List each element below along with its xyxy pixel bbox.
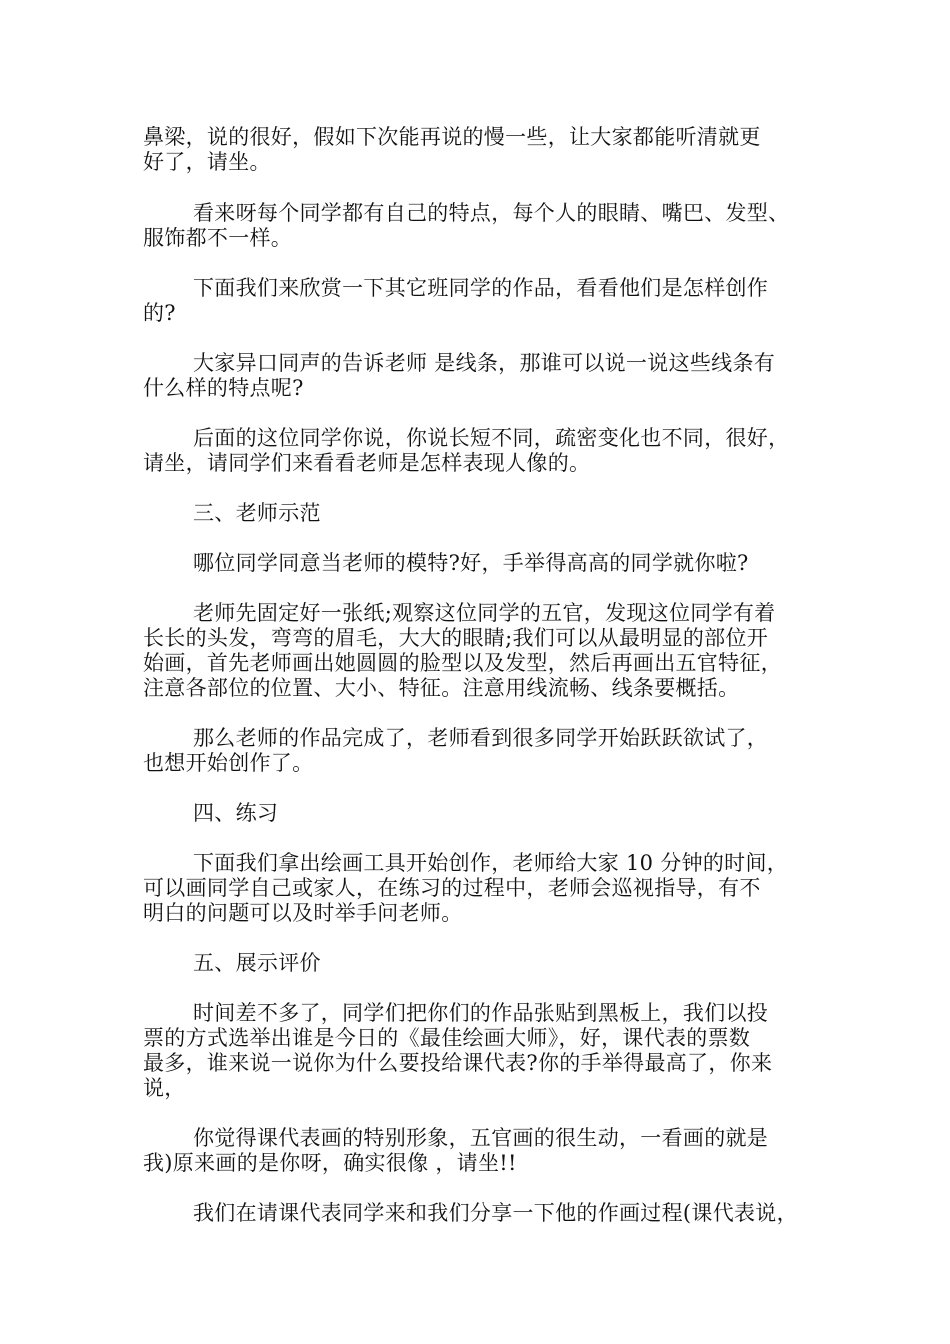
paragraph-14-line-1: 你觉得课代表画的特别形象，五官画的很生动，一看画的就是 [193, 1126, 769, 1150]
paragraph-1-line-1: 鼻梁，说的很好，假如下次能再说的慢一些，让大家都能听清就更 [143, 125, 761, 149]
paragraph-11-line-2: 可以画同学自己或家人，在练习的过程中，老师会巡视指导，有不 [143, 876, 761, 900]
paragraph-5-line-1: 后面的这位同学你说，你说长短不同，疏密变化也不同，很好， [193, 426, 790, 450]
paragraph-8-line-4: 注意各部位的位置、大小、特征。注意用线流畅、线条要概括。 [143, 676, 740, 700]
paragraph-4-line-1: 大家异口同声的告诉老师 是线条，那谁可以说一说这些线条有 [193, 351, 776, 375]
paragraph-3-line-1: 下面我们来欣赏一下其它班同学的作品，看看他们是怎样创作 [193, 276, 769, 300]
paragraph-13-line-2: 票的方式选举出谁是今日的《最佳绘画大师》，好，课代表的票数 [143, 1026, 751, 1050]
section-heading-evaluation: 五、展示评价 [193, 951, 321, 975]
paragraph-8-line-2: 长长的头发，弯弯的眉毛，大大的眼睛;我们可以从最明显的部位开 [143, 626, 769, 650]
paragraph-9-line-2: 也想开始创作了。 [143, 751, 314, 775]
paragraph-2-line-2: 服饰都不一样。 [143, 226, 293, 250]
paragraph-2-line-1: 看来呀每个同学都有自己的特点，每个人的眼睛、嘴巴、发型、 [193, 201, 790, 225]
paragraph-4-line-2: 什么样的特点呢? [143, 376, 304, 400]
paragraph-7-line-1: 哪位同学同意当老师的模特?好，手举得高高的同学就你啦? [193, 551, 749, 575]
paragraph-11-line-3: 明白的问题可以及时举手问老师。 [143, 901, 463, 925]
section-heading-practice: 四、练习 [193, 801, 279, 825]
paragraph-15-line-1: 我们在请课代表同学来和我们分享一下他的作画过程(课代表说， [193, 1201, 798, 1225]
section-heading-demonstration: 三、老师示范 [193, 501, 321, 525]
paragraph-13-line-3: 最多，谁来说一说你为什么要投给课代表?你的手举得最高了，你来 [143, 1051, 773, 1075]
paragraph-3-line-2: 的? [143, 301, 176, 325]
paragraph-13-line-4: 说， [143, 1076, 186, 1100]
paragraph-14-line-2: 我)原来画的是你呀，确实很像 ，请坐!! [143, 1151, 517, 1175]
paragraph-8-line-3: 始画，首先老师画出她圆圆的脸型以及发型，然后再画出五官特征， [143, 651, 782, 675]
paragraph-9-line-1: 那么老师的作品完成了，老师看到很多同学开始跃跃欲试了， [193, 726, 769, 750]
paragraph-8-line-1: 老师先固定好一张纸;观察这位同学的五官，发现这位同学有着 [193, 601, 776, 625]
paragraph-11-line-1: 下面我们拿出绘画工具开始创作，老师给大家 10 分钟的时间， [193, 851, 789, 875]
paragraph-5-line-2: 请坐，请同学们来看看老师是怎样表现人像的。 [143, 451, 591, 475]
paragraph-1-line-2: 好了，请坐。 [143, 150, 271, 174]
paragraph-13-line-1: 时间差不多了，同学们把你们的作品张贴到黑板上，我们以投 [193, 1001, 769, 1025]
